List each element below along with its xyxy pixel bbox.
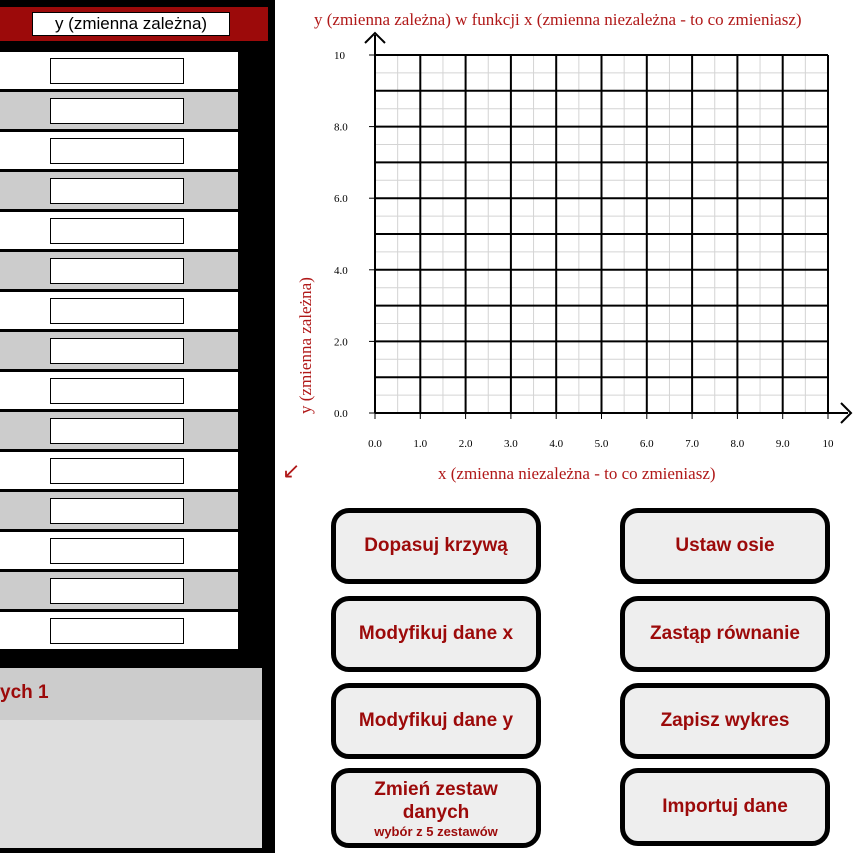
x-tick-label: 6.0 [639, 438, 654, 450]
data-row [0, 252, 238, 289]
chart-title: y (zmienna zależna) w funkcji x (zmienna niezależna - to co zmieniasz) [314, 10, 802, 29]
y-tick-label: 4.0 [334, 264, 348, 277]
change-dataset-line2: danych [402, 801, 470, 823]
dataset-label: ych 1 [0, 682, 49, 703]
y-value-input[interactable] [50, 458, 184, 484]
data-row [0, 492, 238, 529]
fit-curve-button[interactable] [331, 508, 541, 584]
change-dataset-sub: wybór z 5 zestawów [374, 823, 498, 839]
data-row [0, 172, 238, 209]
y-column-header-bar [0, 7, 268, 41]
import-data-button[interactable] [620, 768, 830, 846]
data-row [0, 52, 238, 89]
replace-equation-button[interactable] [620, 596, 830, 672]
y-value-input[interactable] [50, 338, 184, 364]
data-table-panel [0, 0, 275, 853]
y-value-input[interactable] [50, 138, 184, 164]
x-tick-label: 4.0 [549, 438, 564, 450]
fit-curve-button-label: Dopasuj krzywą [364, 535, 508, 556]
y-value-input[interactable] [50, 178, 184, 204]
data-row [0, 372, 238, 409]
change-dataset-button[interactable] [331, 768, 541, 848]
data-row [0, 572, 238, 609]
x-tick-label: 0.0 [368, 438, 382, 450]
data-row [0, 212, 238, 249]
x-tick-label: 8.0 [730, 438, 745, 450]
data-row [0, 132, 238, 169]
y-axis-label: y (zmienna zależna) [296, 277, 315, 414]
y-value-input[interactable] [50, 578, 184, 604]
y-value-input[interactable] [50, 618, 184, 644]
data-row [0, 412, 238, 449]
y-value-input[interactable] [50, 98, 184, 124]
x-tick-label: 7.0 [685, 438, 699, 450]
y-value-input[interactable] [50, 58, 184, 84]
y-value-input[interactable] [50, 378, 184, 404]
modify-x-button[interactable] [331, 596, 541, 672]
x-axis-label: x (zmienna niezależna - to co zmieniasz) [438, 464, 716, 483]
data-row [0, 92, 238, 129]
y-value-input[interactable] [50, 538, 184, 564]
x-tick-label: 10 [822, 438, 834, 450]
x-tick-label: 2.0 [458, 438, 473, 450]
chart-plot [275, 0, 853, 460]
data-row [0, 612, 238, 649]
x-tick-label: 9.0 [775, 438, 790, 450]
modify-x-button-label: Modyfikuj dane x [358, 623, 514, 644]
set-axes-button[interactable] [620, 508, 830, 584]
modify-y-button[interactable] [331, 683, 541, 759]
y-value-input[interactable] [50, 498, 184, 524]
save-chart-button[interactable] [620, 683, 830, 759]
save-chart-button-label: Zapisz wykres [660, 710, 790, 731]
x-tick-label: 1.0 [413, 438, 428, 450]
x-tick-label: 5.0 [594, 438, 609, 450]
replace-equation-button-label: Zastąp równanie [650, 623, 800, 644]
data-row [0, 452, 238, 489]
set-axes-button-label: Ustaw osie [675, 535, 775, 556]
y-value-input[interactable] [50, 218, 184, 244]
y-tick-label: 2.0 [334, 336, 348, 349]
data-row [0, 292, 238, 329]
y-tick-label: 6.0 [334, 193, 348, 206]
y-tick-label: 8.0 [334, 121, 348, 134]
data-row [0, 332, 238, 369]
data-row [0, 532, 238, 569]
y-tick-label: 0.0 [334, 408, 348, 420]
x-tick-label: 3.0 [504, 438, 518, 450]
modify-y-button-label: Modyfikuj dane y [358, 710, 514, 731]
y-column-header: y (zmienna zależna) [32, 12, 230, 36]
y-tick-label: 10 [334, 50, 345, 62]
y-value-input[interactable] [50, 418, 184, 444]
dataset-panel [0, 668, 262, 848]
change-dataset-line1: Zmień zestaw [374, 778, 498, 800]
dataset-header [0, 668, 262, 720]
y-value-input[interactable] [50, 298, 184, 324]
y-value-input[interactable] [50, 258, 184, 284]
resize-arrow-icon[interactable]: ↙ [282, 458, 301, 483]
import-data-button-label: Importuj dane [662, 796, 788, 817]
